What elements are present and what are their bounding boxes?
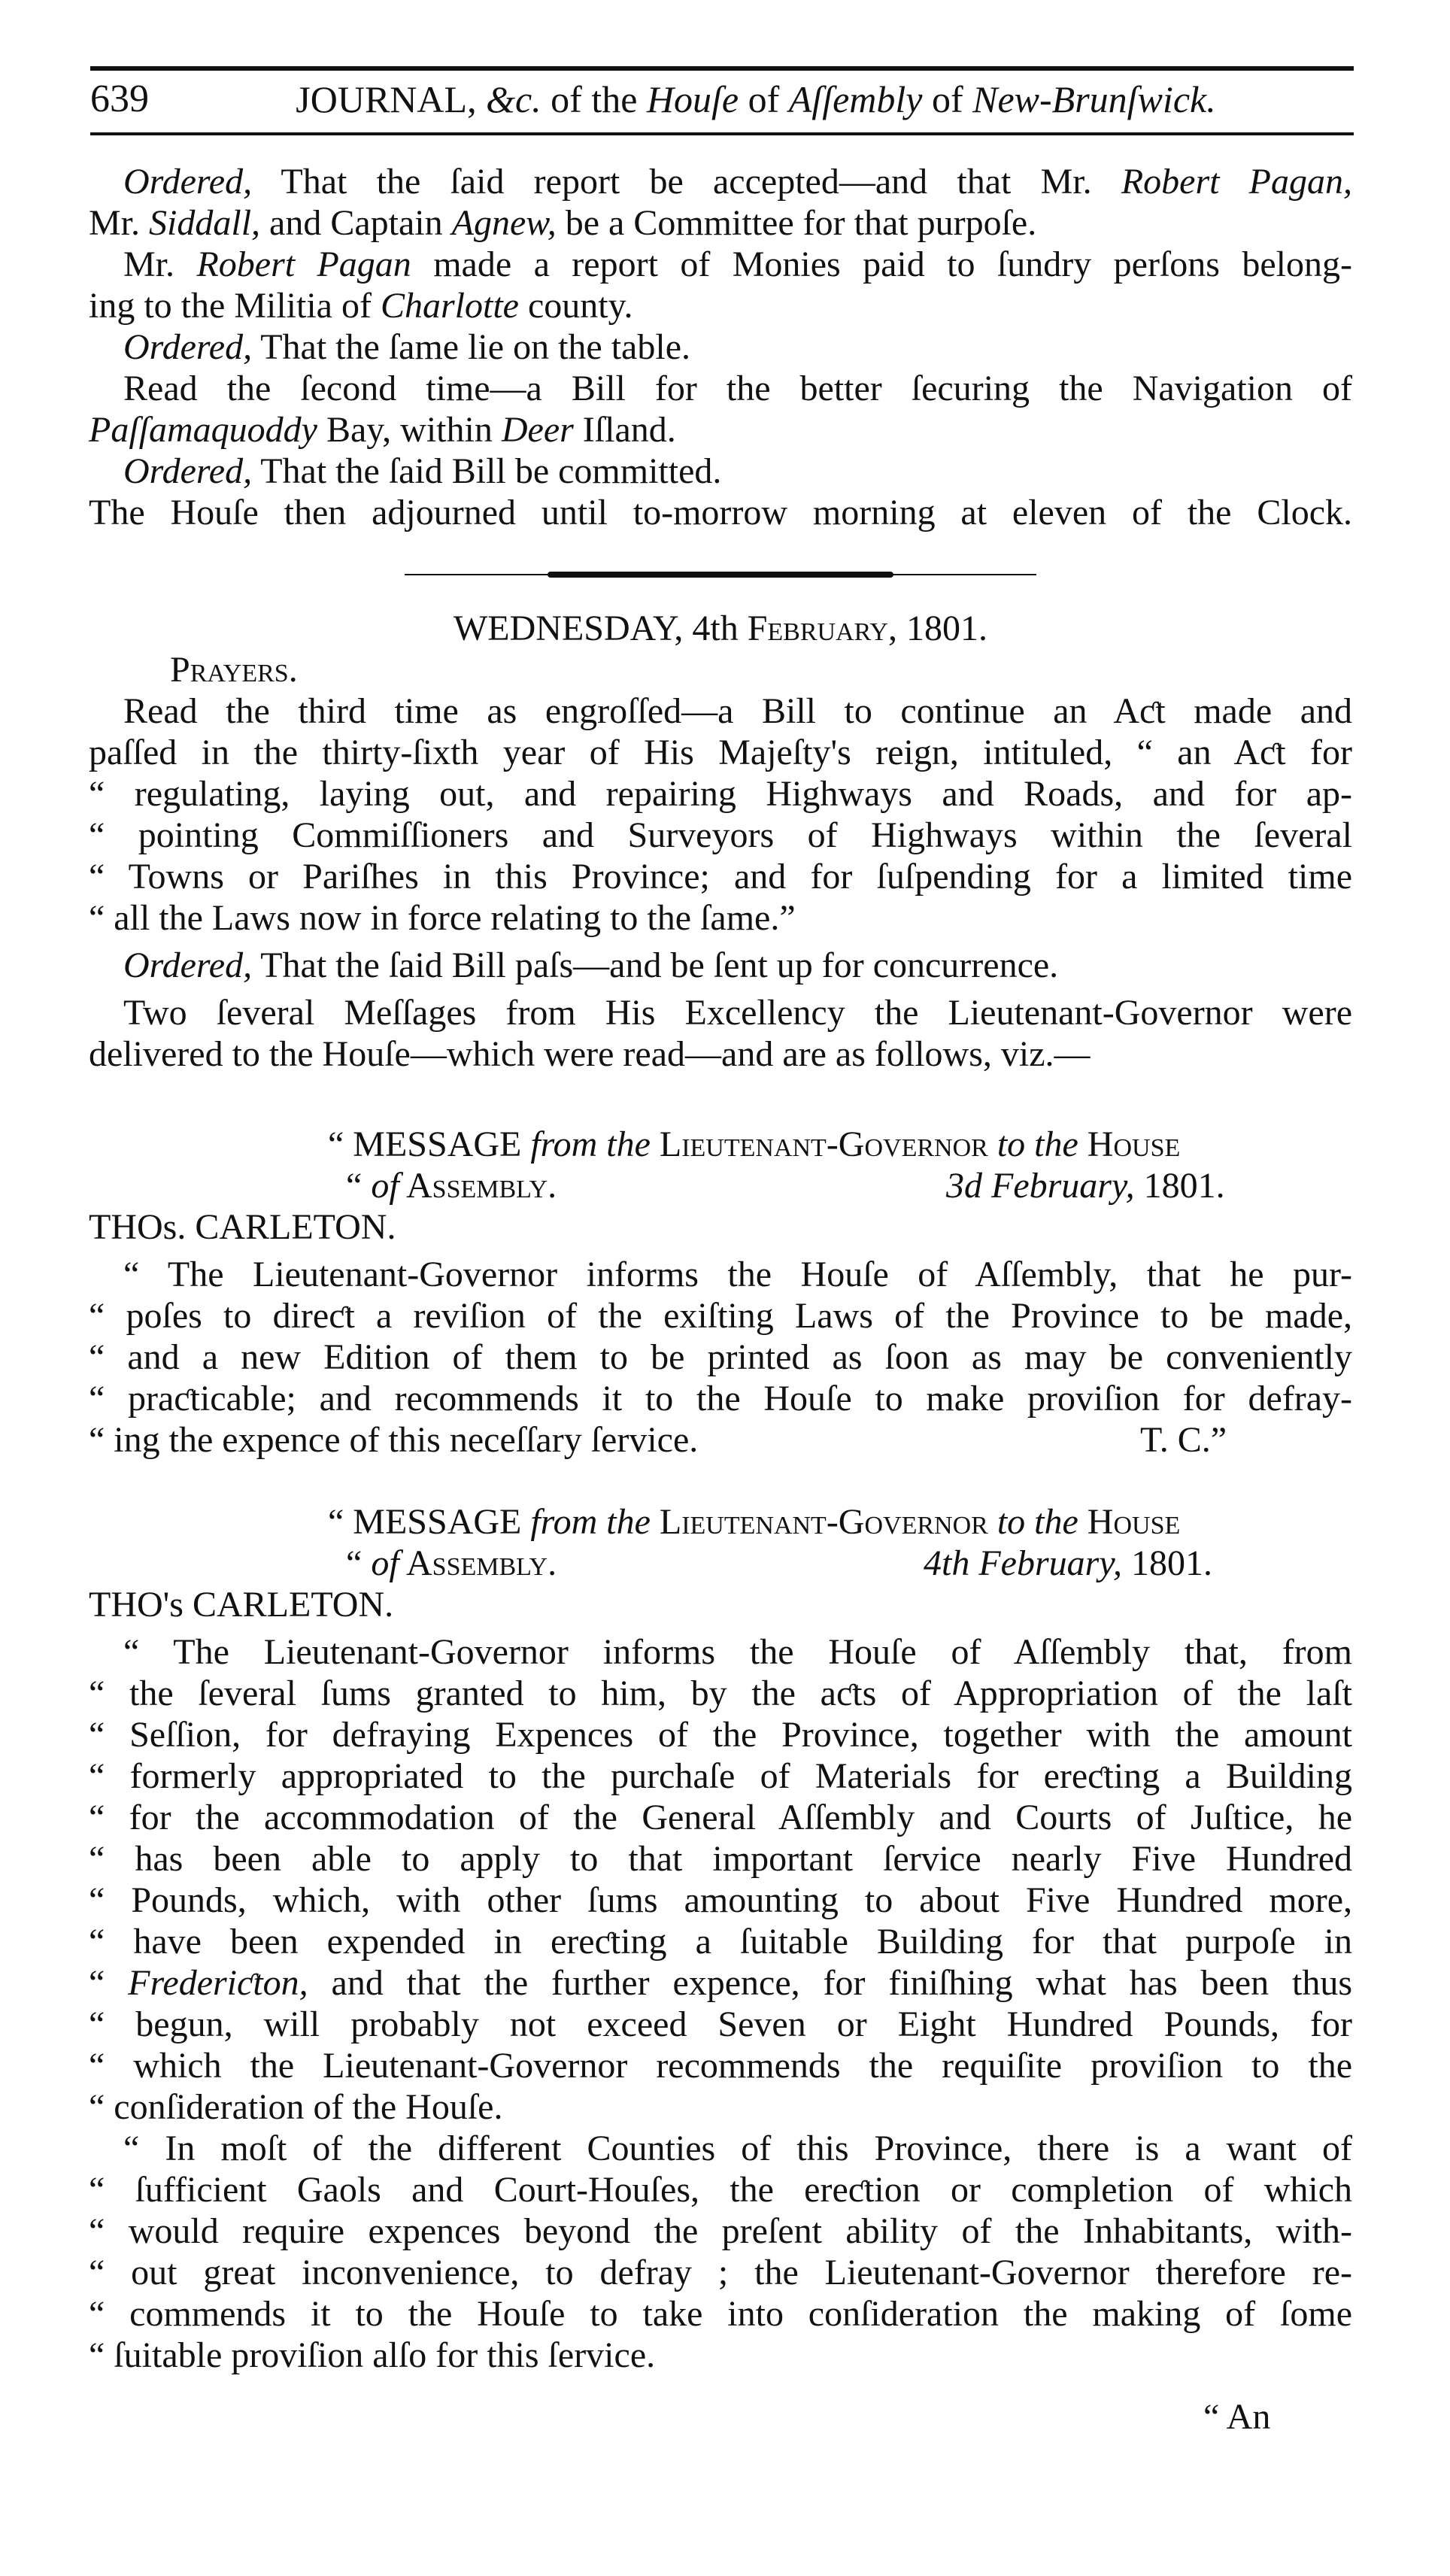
- text-line: “ formerly appropriated to the purchaſe of Materials for ereƈting a Building: [89, 1756, 1352, 1796]
- text-line: ing to the Militia of Charlotte county.: [89, 286, 633, 326]
- text-line: “ The Lieutenant-Governor informs the Houſe of Aſſembly, that he pur-: [123, 1255, 1352, 1294]
- page-number: 639: [90, 77, 149, 120]
- message-heading-2: “ of Assembly. 3d February, 1801.: [346, 1166, 1225, 1206]
- prayers-heading: Prayers.: [170, 650, 298, 690]
- date-heading: WEDNESDAY, 4th February, 1801.: [454, 608, 987, 648]
- message-1: [89, 1124, 1352, 1461]
- text-line: “ ſufficient Gaols and Court-Houſes, the ereƈtion or completion of which: [89, 2170, 1352, 2210]
- text-line: “ begun, will probably not exceed Seven or Eight Hundred Pounds, for: [89, 2004, 1352, 2044]
- catchword: “ An: [1203, 2397, 1271, 2437]
- text-line: “ praƈticable; and recommends it to the Houſe to make proviſion for defray-: [89, 1379, 1352, 1418]
- text-line: paſſed in the thirty-ſixth year of His Majeſty's reign, intituled, “ an Aƈt for: [89, 733, 1352, 772]
- text-line: Ordered, That the ſaid report be accepted—and that Mr. Robert Pagan,: [123, 162, 1353, 202]
- text-line: Paſſamaquoddy Bay, within Deer Iſland.: [89, 410, 676, 450]
- text-line: Ordered, That the ſaid Bill be committed.: [123, 451, 722, 491]
- text-line: “ has been able to apply to that important ſervice nearly Five Hundred: [89, 1839, 1352, 1879]
- text-line: “ The Lieutenant-Governor informs the Houſe of Aſſembly that, from: [123, 1632, 1352, 1672]
- text-line: The Houſe then adjourned until to-morrow morning at eleven of the Clock.: [89, 493, 1352, 532]
- running-header: [90, 66, 1354, 126]
- message-heading-2: “ of Assembly. 4th February, 1801.: [346, 1543, 1212, 1583]
- text-line: “ the ſeveral ſums granted to him, by the aƈts of Appropriation of the laſt: [89, 1673, 1352, 1713]
- proceedings-section-1: [89, 161, 1352, 533]
- text-line: “ pointing Commiſſioners and Surveyors of Highways within the ſeveral: [89, 815, 1352, 855]
- header-rule-bottom: [90, 132, 1354, 135]
- text-line: “ Frederiƈton, and that the further expence, for finiſhing what has been thus: [89, 1963, 1352, 2003]
- text-line: Mr. Robert Pagan made a report of Monies paid to ſundry perſons belong-: [123, 244, 1352, 284]
- text-line: Ordered, That the ſaid Bill paſs—and be ſent up for concurrence.: [123, 945, 1059, 985]
- text-line: “ for the accommodation of the General Aſſembly and Courts of Juſtice, he: [89, 1798, 1352, 1837]
- text-line: “ ſuitable proviſion alſo for this ſervice.: [89, 2335, 656, 2375]
- text-line: “ and a new Edition of them to be printed as ſoon as may be conveniently: [89, 1337, 1352, 1377]
- running-title: JOURNAL, &c. of the Houſe of Aſſembly of New-Brunſwick.: [296, 78, 1216, 120]
- text-line: Read the ſecond time—a Bill for the better ſecuring the Navigation of: [123, 369, 1352, 408]
- text-line: Ordered, That the ſame lie on the table.: [123, 327, 690, 367]
- text-line: “ commends it to the Houſe to take into conſideration the making of ſome: [89, 2294, 1352, 2334]
- message-heading: “ MESSAGE from the Lieutenant-Governor to the House: [328, 1502, 1181, 1542]
- section-divider: [405, 572, 1036, 578]
- text-line: “ out great inconvenience, to defray ; the Lieutenant-Governor therefore re-: [89, 2253, 1352, 2292]
- text-line: “ Towns or Pariſhes in this Province; and for ſuſpending for a limited time: [89, 857, 1352, 897]
- message-heading: “ MESSAGE from the Lieutenant-Governor to the House: [328, 1124, 1181, 1164]
- signature: THOs. CARLETON.: [89, 1207, 396, 1247]
- text-line: “ poſes to direƈt a reviſion of the exiſting Laws of the Province to be made,: [89, 1296, 1352, 1336]
- proceedings-section-2: [89, 608, 1352, 1075]
- message-2: [89, 1501, 1352, 2376]
- text-line: “ ing the expence of this neceſſary ſervice. T. C.”: [89, 1420, 1227, 1460]
- text-line: delivered to the Houſe—which were read—and are as follows, viz.—: [89, 1034, 1091, 1074]
- signature: THO's CARLETON.: [89, 1585, 394, 1625]
- text-line: Read the third time as engroſſed—a Bill to continue an Aƈt made and: [123, 691, 1352, 731]
- text-line: “ all the Laws now in force relating to the ſame.”: [89, 898, 796, 938]
- text-line: “ regulating, laying out, and repairing Highways and Roads, and for ap-: [89, 774, 1352, 814]
- text-line: Two ſeveral Meſſages from His Excellency the Lieutenant-Governor were: [123, 993, 1352, 1033]
- text-line: “ In moſt of the different Counties of this Province, there is a want of: [123, 2128, 1352, 2168]
- text-line: “ which the Lieutenant-Governor recommends the requiſite proviſion to the: [89, 2046, 1352, 2086]
- text-line: Mr. Siddall, and Captain Agnew, be a Committee for that purpoſe.: [89, 203, 1037, 243]
- text-line: “ Seſſion, for defraying Expences of the Province, together with the amount: [89, 1715, 1352, 1755]
- text-line: “ conſideration of the Houſe.: [89, 2087, 503, 2127]
- text-line: “ Pounds, which, with other ſums amounting to about Five Hundred more,: [89, 1880, 1352, 1920]
- text-line: “ have been expended in ereƈting a ſuitable Building for that purpoſe in: [89, 1922, 1352, 1962]
- text-line: “ would require expences beyond the preſent ability of the Inhabitants, with-: [89, 2211, 1352, 2251]
